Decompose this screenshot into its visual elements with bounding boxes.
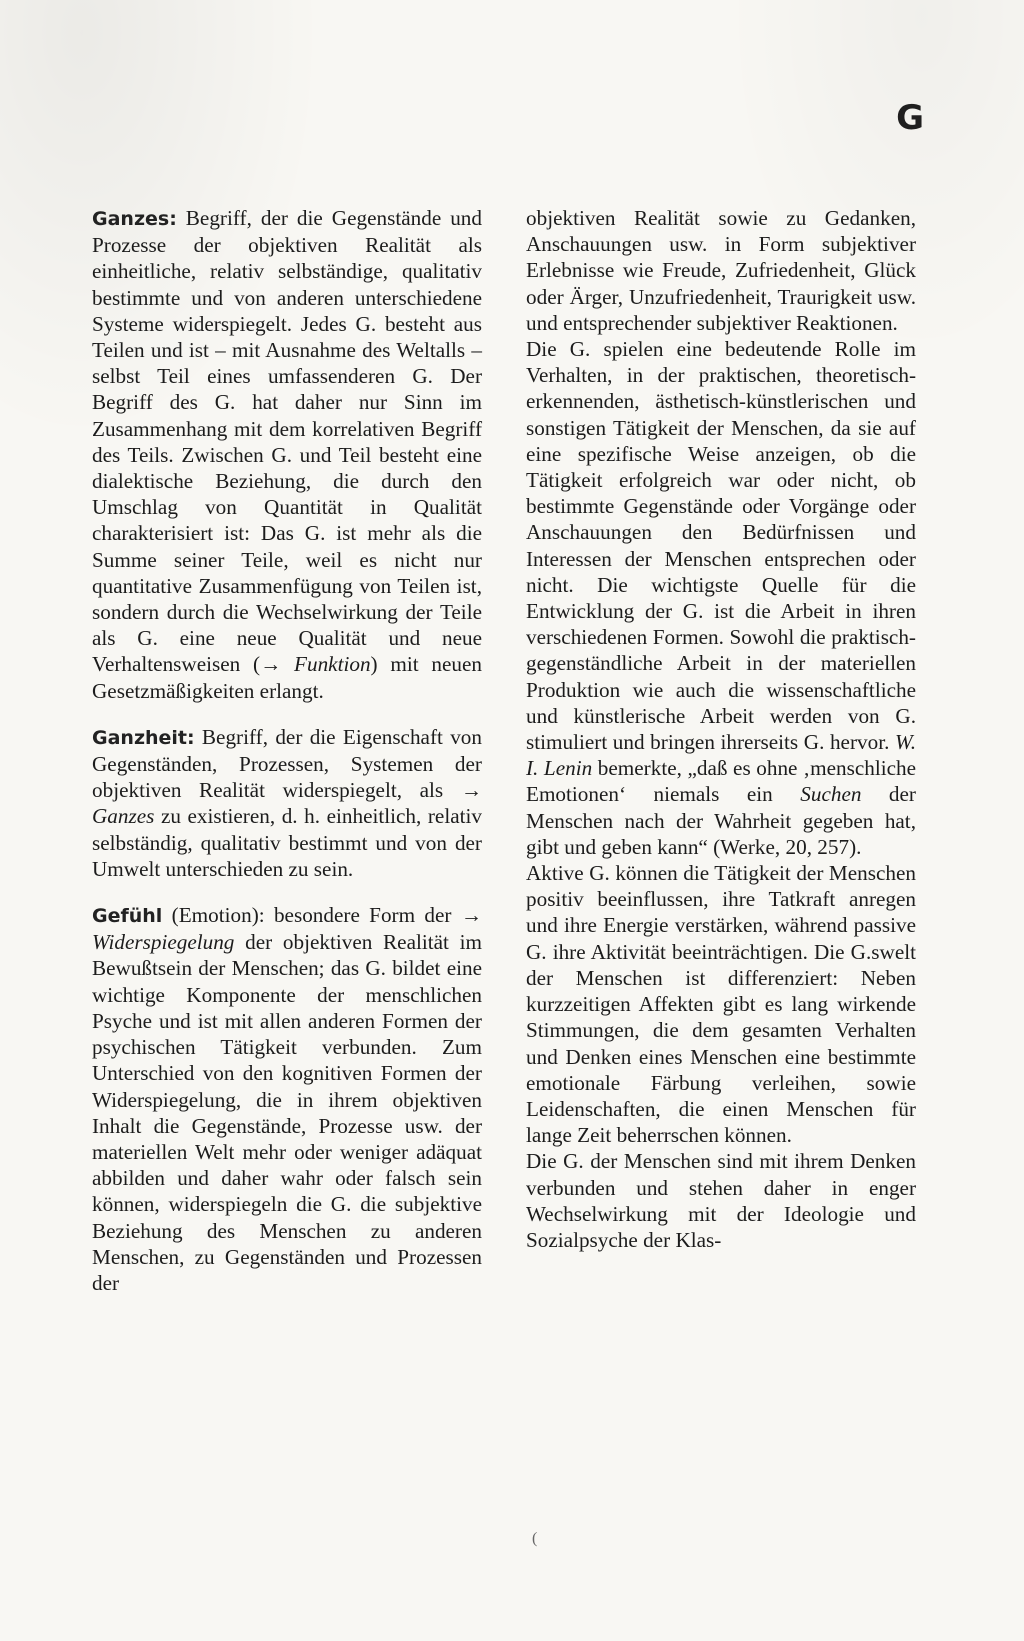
entry-gefuehl bbox=[92, 902, 482, 1296]
paragraph: Die G. der Menschen sind mit ihrem Denken verbunden und stehen daher in enger Wechselwirkung mit der Ideologie und Sozialpsyche der Klas- bbox=[526, 1149, 916, 1252]
entry-ganzheit bbox=[92, 724, 482, 882]
entry-ganzes bbox=[92, 205, 482, 704]
entry-term: Gefühl bbox=[92, 905, 163, 928]
entry-text: zu existieren, d. h. einheitlich, relativ selbständig, qualitativ bestimmt und von der Umwelt unterschieden zu sein. bbox=[92, 804, 482, 881]
entry-term: Ganzes: bbox=[92, 208, 177, 230]
left-column bbox=[92, 205, 482, 1316]
paragraph: objektiven Realität sowie zu Gedanken, Anschauungen usw. in Form subjektiver Erlebnisse wie Freude, Zufriedenheit, Glück oder Ärger, Unzufriedenheit, Traurigkeit usw. und entsprechender subjektiver Reaktionen. bbox=[526, 206, 916, 335]
paragraph-text: der Menschen nach der Wahrheit gegeben hat, gibt und geben kann“ (Werke, 20, 257). bbox=[526, 782, 916, 859]
paragraph-text: Die G. spielen eine bedeutende Rolle im Verhalten, in der praktischen, theoretisch-erkennenden, ästhetisch-künstlerischen und sonstigen Tätigkeit der Menschen, da sie auf eine spezifische Weise anzeigen, ob die Tätigkeit erfolgreich war oder nicht, ob bestimmte Gegenstände oder Vorgänge oder Anschauungen den Bedürfnissen und Interessen der Menschen entsprechen oder nicht. Die wichtigste Quelle für die Entwicklung der G. ist die Arbeit in ihren verschiedenen Formen. Sowohl die praktisch-gegenständliche Arbeit in der materiellen Produktion wie auch die wissenschaftliche und künstlerische Arbeit werden von G. stimuliert und bringen ihrerseits G. hervor. bbox=[526, 337, 916, 755]
entry-text: Begriff, der die Gegenstände und Prozesse der objektiven Realität als einheitliche, relativ selbständige, qualitativ bestimmte und von anderen unterschiedene Systeme widerspiegelt. Jedes G. besteht aus Teilen und ist – mit Ausnahme des Weltalls – selbst Teil eines umfassenderen G. Der Begriff des G. hat daher nur Sinn im Zusammenhang mit dem korrelativen Begriff des Teils. Zwischen G. und Teil besteht eine dialektische Beziehung, die durch den Umschlag von Quantität in Qualität charakterisiert ist: Das G. ist mehr als die Summe seiner Teile, weil es nicht nur quantitative Zusammenfügung von Teilen ist, sondern durch die Wechselwirkung der Teile als G. eine neue Qualität und neue Verhaltensweisen ( bbox=[92, 206, 482, 677]
entry-text: der objektiven Realität im Bewußtsein der Menschen; das G. bildet eine wichtige Komponente der menschlichen Psyche und ist mit allen anderen Formen der psychischen Tätigkeit verbunden. Zum Unterschied von den kognitiven Formen der Widerspiegelung, die in ihrem objektiven Inhalt die Gegenstände, Prozesse usw. der materiellen Welt mehr oder weniger adäquat abbilden und daher wahr oder falsch sein können, widerspiegeln die G. die subjektive Beziehung des Menschen zu anderen Menschen, zu Gegenständen und Prozessen der bbox=[92, 930, 482, 1295]
paragraph: Aktive G. können die Tätigkeit der Menschen positiv beeinflussen, ihre Tatkraft anregen und ihre Energie verstärken, während passive G. ihre Aktivität beeinträchtigen. Die G.swelt der Menschen ist differenziert: Neben kurzzeitigen Affekten gibt es lang wirkende Stimmungen, die dem gesamten Verhalten und Denken eines Menschen eine bestimmte emotionale Färbung verleihen, sowie Leidenschaften, die einen Menschen für lange Zeit beherrschen können. bbox=[526, 861, 916, 1148]
author-name: W. I. Lenin bbox=[526, 730, 916, 781]
emphasis: Suchen bbox=[800, 782, 862, 807]
entry-term: Ganzheit: bbox=[92, 726, 195, 749]
cross-reference: → Funktion bbox=[260, 652, 371, 677]
cross-reference: → Widerspiegelung bbox=[92, 903, 482, 955]
entry-text: (Emotion): besondere Form der bbox=[162, 903, 461, 928]
paragraph-text: bemerkte, „daß es ohne ‚menschliche Emotionen‘ niemals ein bbox=[526, 756, 916, 807]
right-column bbox=[526, 205, 916, 1253]
page-mark: ( bbox=[532, 1530, 538, 1547]
paragraph bbox=[526, 336, 916, 860]
cross-reference: → Ganzes bbox=[92, 778, 482, 829]
entry-text: ) mit neuen Gesetzmäßigkeiten erlangt. bbox=[92, 652, 482, 703]
entry-text: Begriff, der die Eigenschaft von Gegenständen, Prozessen, Systemen der objektiven Realität widerspiegelt, als bbox=[92, 724, 482, 803]
section-letter: G bbox=[896, 98, 924, 138]
